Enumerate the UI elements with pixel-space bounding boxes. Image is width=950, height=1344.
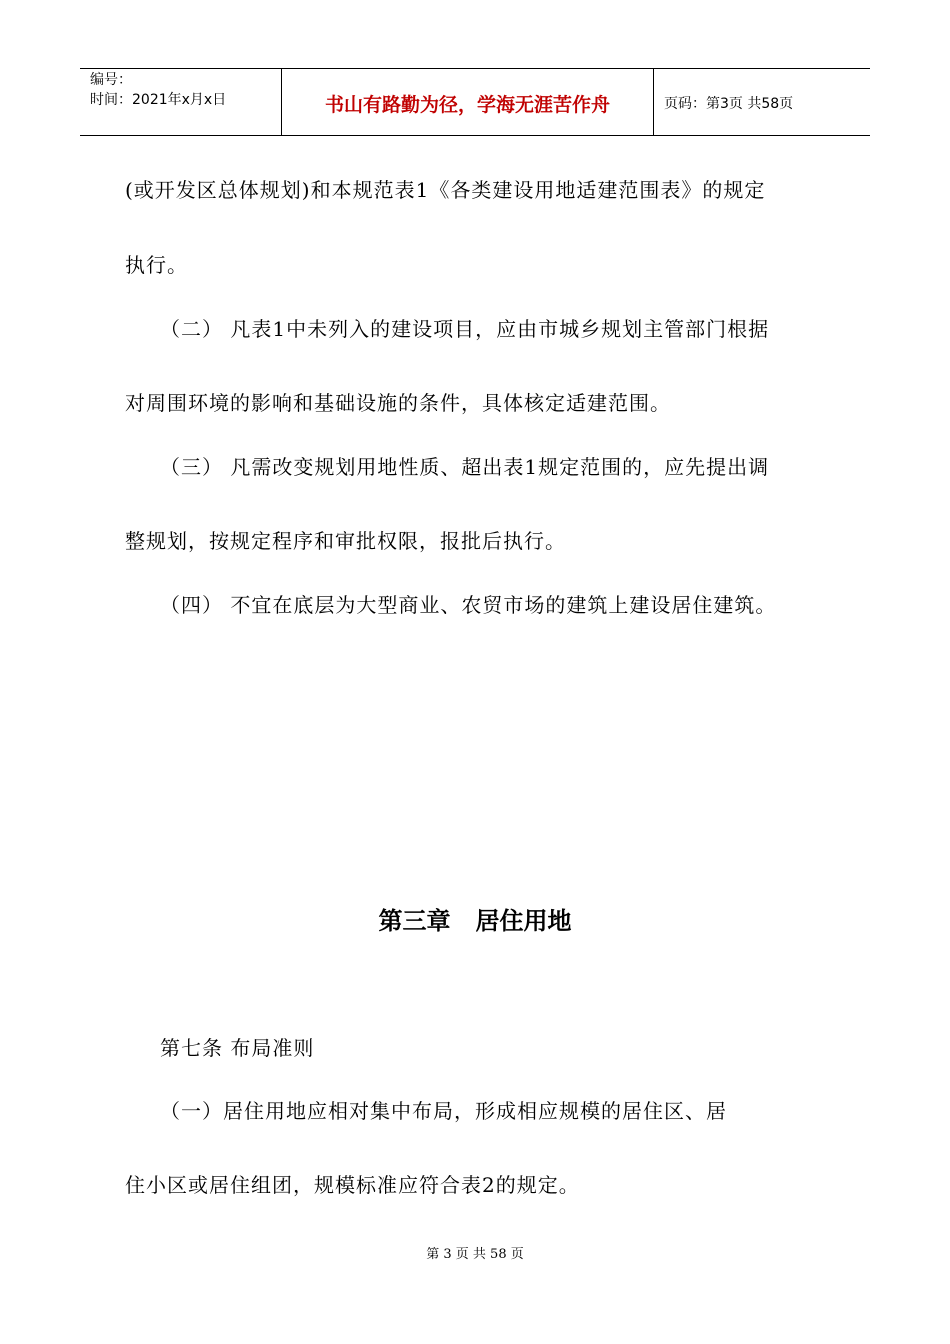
header-motto-cell xyxy=(281,69,654,135)
paragraph-line: (或开发区总体规划)和本规范表1《各类建设用地适建范围表》的规定 xyxy=(125,178,766,202)
paragraph-line: （二） 凡表1中未列入的建设项目，应由市城乡规划主管部门根据 xyxy=(160,317,770,341)
document-number-label: 编号： xyxy=(90,72,132,88)
chapter-title: 第三章 居住用地 xyxy=(378,907,572,935)
paragraph-line: （三） 凡需改变规划用地性质、超出表1规定范围的，应先提出调 xyxy=(160,455,770,479)
page-footer: 第 3 页 共 58 页 xyxy=(426,1247,524,1262)
document-header xyxy=(80,68,870,136)
header-page-cell xyxy=(654,69,870,135)
header-page-label: 页码：第3页 共58页 xyxy=(664,96,794,112)
paragraph-line: （一）居住用地应相对集中布局，形成相应规模的居住区、居 xyxy=(160,1099,727,1123)
paragraph-line: 住小区或居住组团，规模标准应符合表2的规定。 xyxy=(125,1173,580,1197)
paragraph-line: （四） 不宜在底层为大型商业、农贸市场的建筑上建设居住建筑。 xyxy=(160,593,777,617)
paragraph-line: 整规划，按规定程序和审批权限，报批后执行。 xyxy=(125,529,566,553)
header-info-cell xyxy=(80,69,281,135)
paragraph-line: 对周围环境的影响和基础设施的条件，具体核定适建范围。 xyxy=(125,391,671,415)
header-motto: 书山有路勤为径，学海无涯苦作舟 xyxy=(324,94,610,116)
article-title: 第七条 布局准则 xyxy=(160,1036,315,1060)
document-time-label: 时间：2021年x月x日 xyxy=(90,92,227,108)
paragraph-line: 执行。 xyxy=(125,253,188,277)
